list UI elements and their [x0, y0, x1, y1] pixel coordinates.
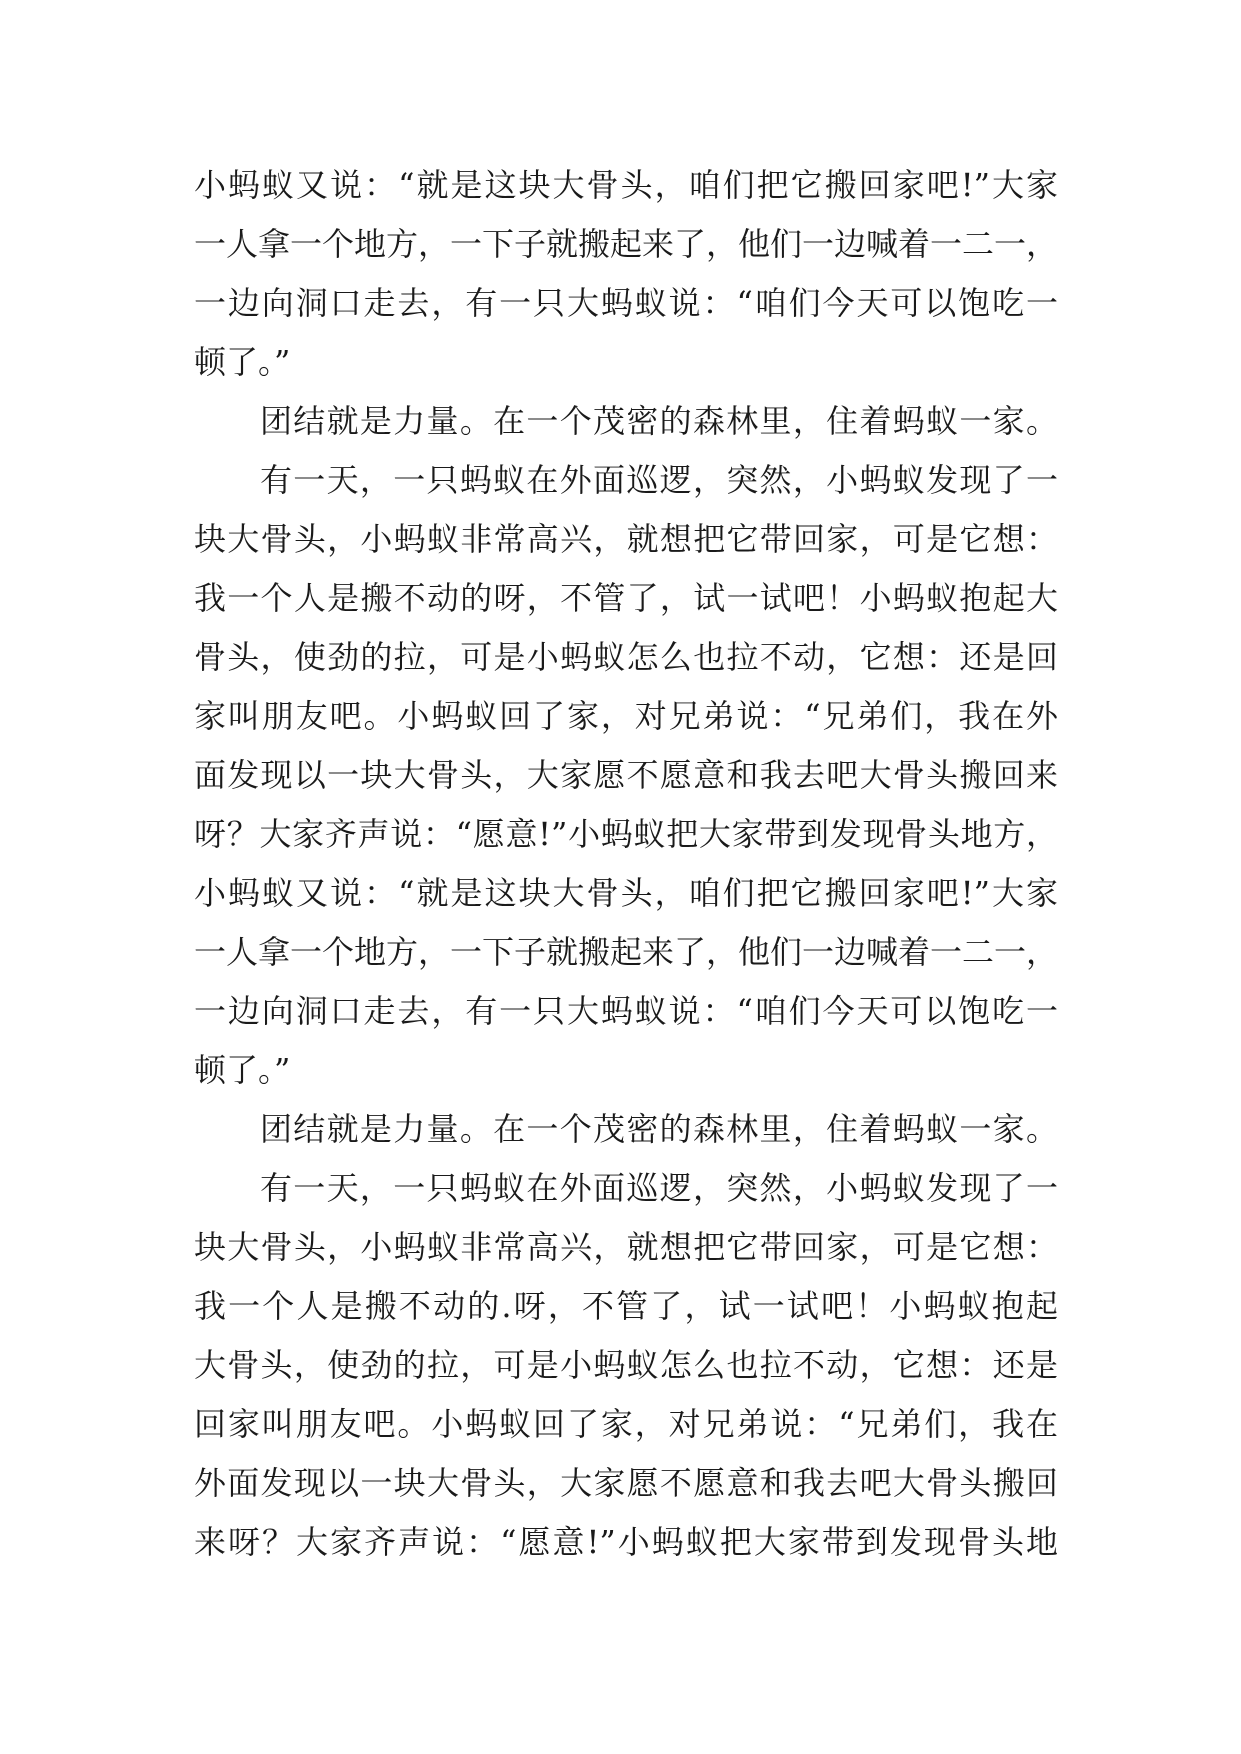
- text-line: 来呀？大家齐声说：“愿意!”小蚂蚁把大家带到发现骨头地: [194, 1523, 1058, 1561]
- paragraph-first-line: 有一天，一只蚂蚁在外面巡逻，突然，小蚂蚁发现了一: [260, 1169, 1058, 1207]
- text-line: 回家叫朋友吧。小蚂蚁回了家，对兄弟说：“兄弟们，我在: [194, 1405, 1058, 1443]
- text-line: 顿了。”: [194, 343, 291, 381]
- text-line: 呀？大家齐声说：“愿意!”小蚂蚁把大家带到发现骨头地方，: [194, 815, 1058, 853]
- text-line: 面发现以一块大骨头，大家愿不愿意和我去吧大骨头搬回来: [194, 756, 1058, 794]
- text-line: 外面发现以一块大骨头，大家愿不愿意和我去吧大骨头搬回: [194, 1464, 1058, 1502]
- text-line: 一人拿一个地方，一下子就搬起来了，他们一边喊着一二一，: [194, 225, 1059, 263]
- body-text: [194, 156, 1058, 1572]
- text-line: 小蚂蚁又说：“就是这块大骨头，咱们把它搬回家吧!”大家: [194, 166, 1058, 204]
- text-line: 块大骨头，小蚂蚁非常高兴，就想把它带回家，可是它想：: [194, 1228, 1058, 1266]
- text-line: 我一个人是搬不动的呀，不管了，试一试吧！小蚂蚁抱起大: [194, 579, 1058, 617]
- paragraph-first-line: 团结就是力量。在一个茂密的森林里，住着蚂蚁一家。: [260, 1110, 1058, 1148]
- paragraph-first-line: 团结就是力量。在一个茂密的森林里，住着蚂蚁一家。: [260, 402, 1058, 440]
- text-line: 块大骨头，小蚂蚁非常高兴，就想把它带回家，可是它想：: [194, 520, 1058, 558]
- text-line: 一边向洞口走去，有一只大蚂蚁说：“咱们今天可以饱吃一: [194, 992, 1058, 1030]
- text-line: 家叫朋友吧。小蚂蚁回了家，对兄弟说：“兄弟们，我在外: [194, 697, 1058, 735]
- text-line: 一人拿一个地方，一下子就搬起来了，他们一边喊着一二一，: [194, 933, 1059, 971]
- text-line: 骨头，使劲的拉，可是小蚂蚁怎么也拉不动，它想：还是回: [194, 638, 1058, 676]
- text-line: 顿了。”: [194, 1051, 291, 1089]
- text-line: 大骨头，使劲的拉，可是小蚂蚁怎么也拉不动，它想：还是: [194, 1346, 1058, 1384]
- text-line: 小蚂蚁又说：“就是这块大骨头，咱们把它搬回家吧!”大家: [194, 874, 1058, 912]
- text-line: 我一个人是搬不动的.呀，不管了，试一试吧！小蚂蚁抱起: [194, 1287, 1058, 1325]
- text-line: 一边向洞口走去，有一只大蚂蚁说：“咱们今天可以饱吃一: [194, 284, 1058, 322]
- paragraph-first-line: 有一天，一只蚂蚁在外面巡逻，突然，小蚂蚁发现了一: [260, 461, 1058, 499]
